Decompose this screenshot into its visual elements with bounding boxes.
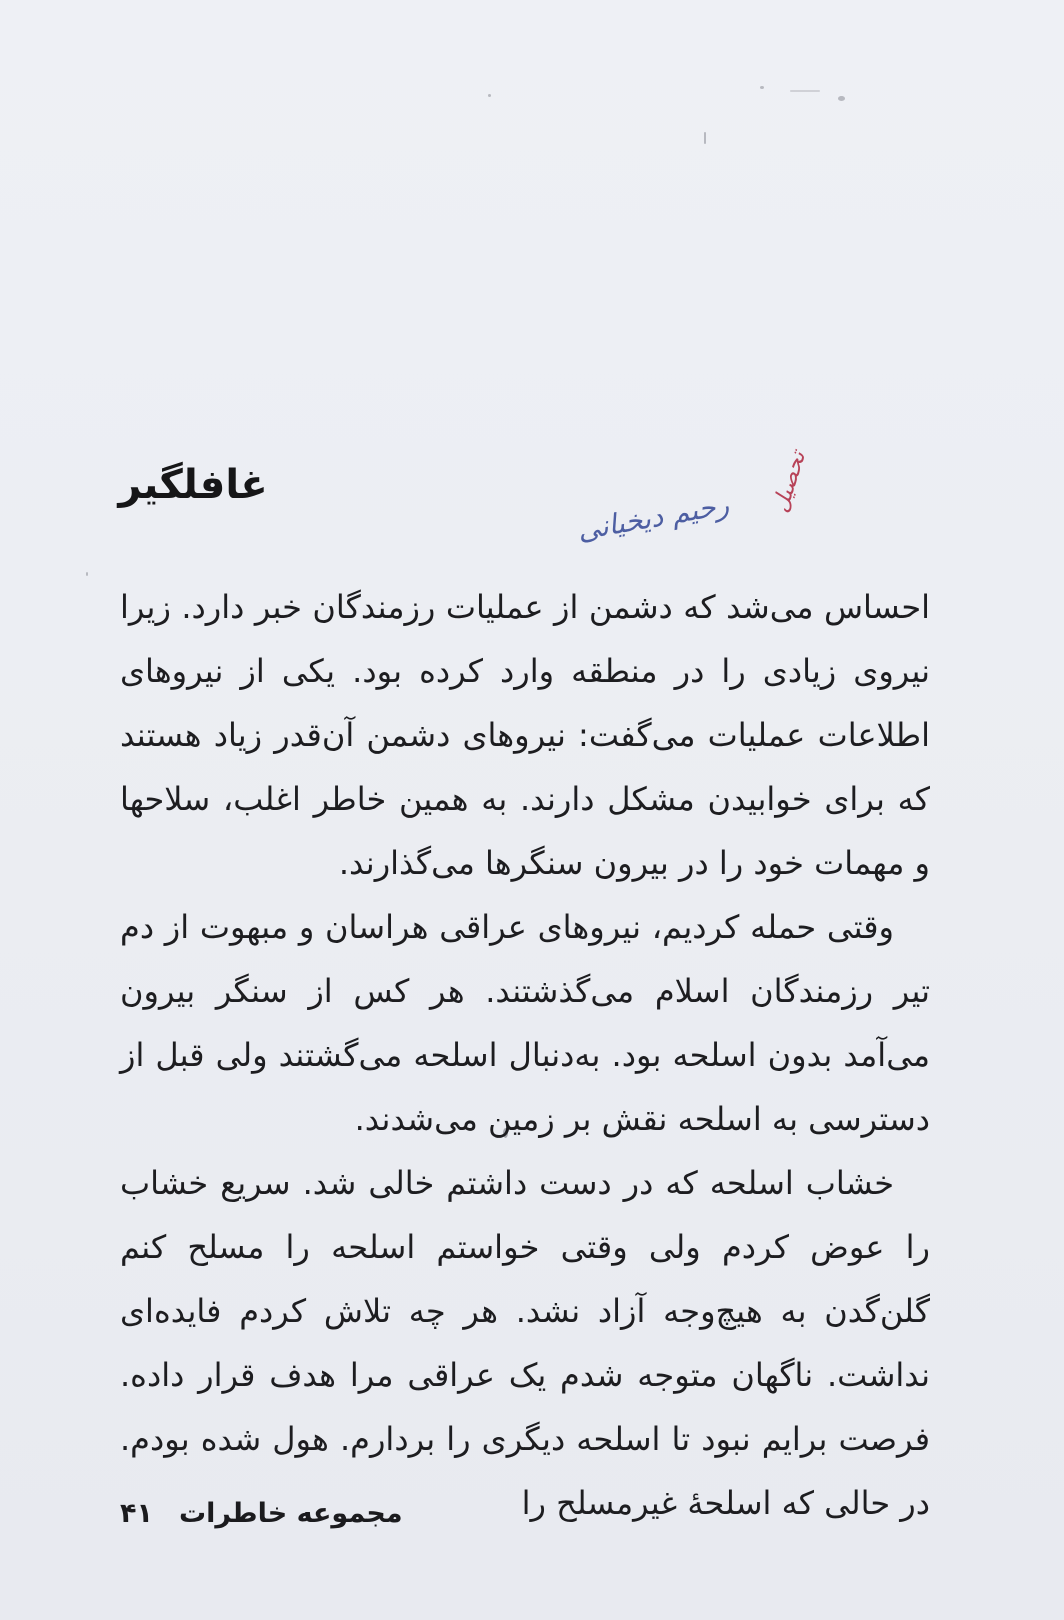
body-text xyxy=(120,575,930,1535)
scan-speck xyxy=(760,86,764,89)
scan-speck xyxy=(790,90,820,92)
footer-book-title: مجموعه خاطرات xyxy=(178,1498,403,1529)
scan-speck xyxy=(838,96,845,101)
page-number: ۴۱ xyxy=(120,1498,153,1529)
handwritten-note-red: تحصیل xyxy=(768,448,812,516)
paragraph-3: خشاب اسلحه که در دست داشتم خالی شد. سریع خشاب را عوض کردم ولی وقتی خواستم اسلحه را مسلح کنم گلن‌گدن به هیچ‌وجه آزاد نشد. هر چه تلاش کردم فایده‌ای نداشت. ناگهان متوجه شدم یک عراقی مرا هدف قرار داده. فرصت برایم نبود تا اسلحه دیگری را بردارم. هول شده بودم. در حالی که اسلحهٔ غیرمسلح را xyxy=(120,1164,930,1522)
paragraph-1: احساس می‌شد که دشمن از عملیات رزمندگان خبر دارد. زیرا نیروی زیادی را در منطقه وارد کرده بود. یکی از نیروهای اطلاعات عملیات می‌گفت: نیروهای دشمن آن‌قدر زیاد هستند که برای خوابیدن مشکل دارند. به همین خاطر اغلب، سلاحها و مهمات خود را در بیرون سنگرها می‌گذارند. xyxy=(120,588,930,882)
scan-speck xyxy=(488,94,491,97)
scan-speck xyxy=(704,132,706,144)
handwritten-note-blue: رحیم دیخیانی xyxy=(574,487,732,547)
page-footer xyxy=(120,1498,403,1529)
page-title: غافلگیر xyxy=(118,462,268,508)
paragraph-2: وقتی حمله کردیم، نیروهای عراقی هراسان و مبهوت از دم تیر رزمندگان اسلام می‌گذشتند. هر کس از سنگر بیرون می‌آمد بدون اسلحه بود. به‌دنبال اسلحه می‌گشتند ولی قبل از دسترسی به اسلحه نقش بر زمین می‌شدند. xyxy=(120,908,930,1138)
scan-speck xyxy=(86,572,88,576)
